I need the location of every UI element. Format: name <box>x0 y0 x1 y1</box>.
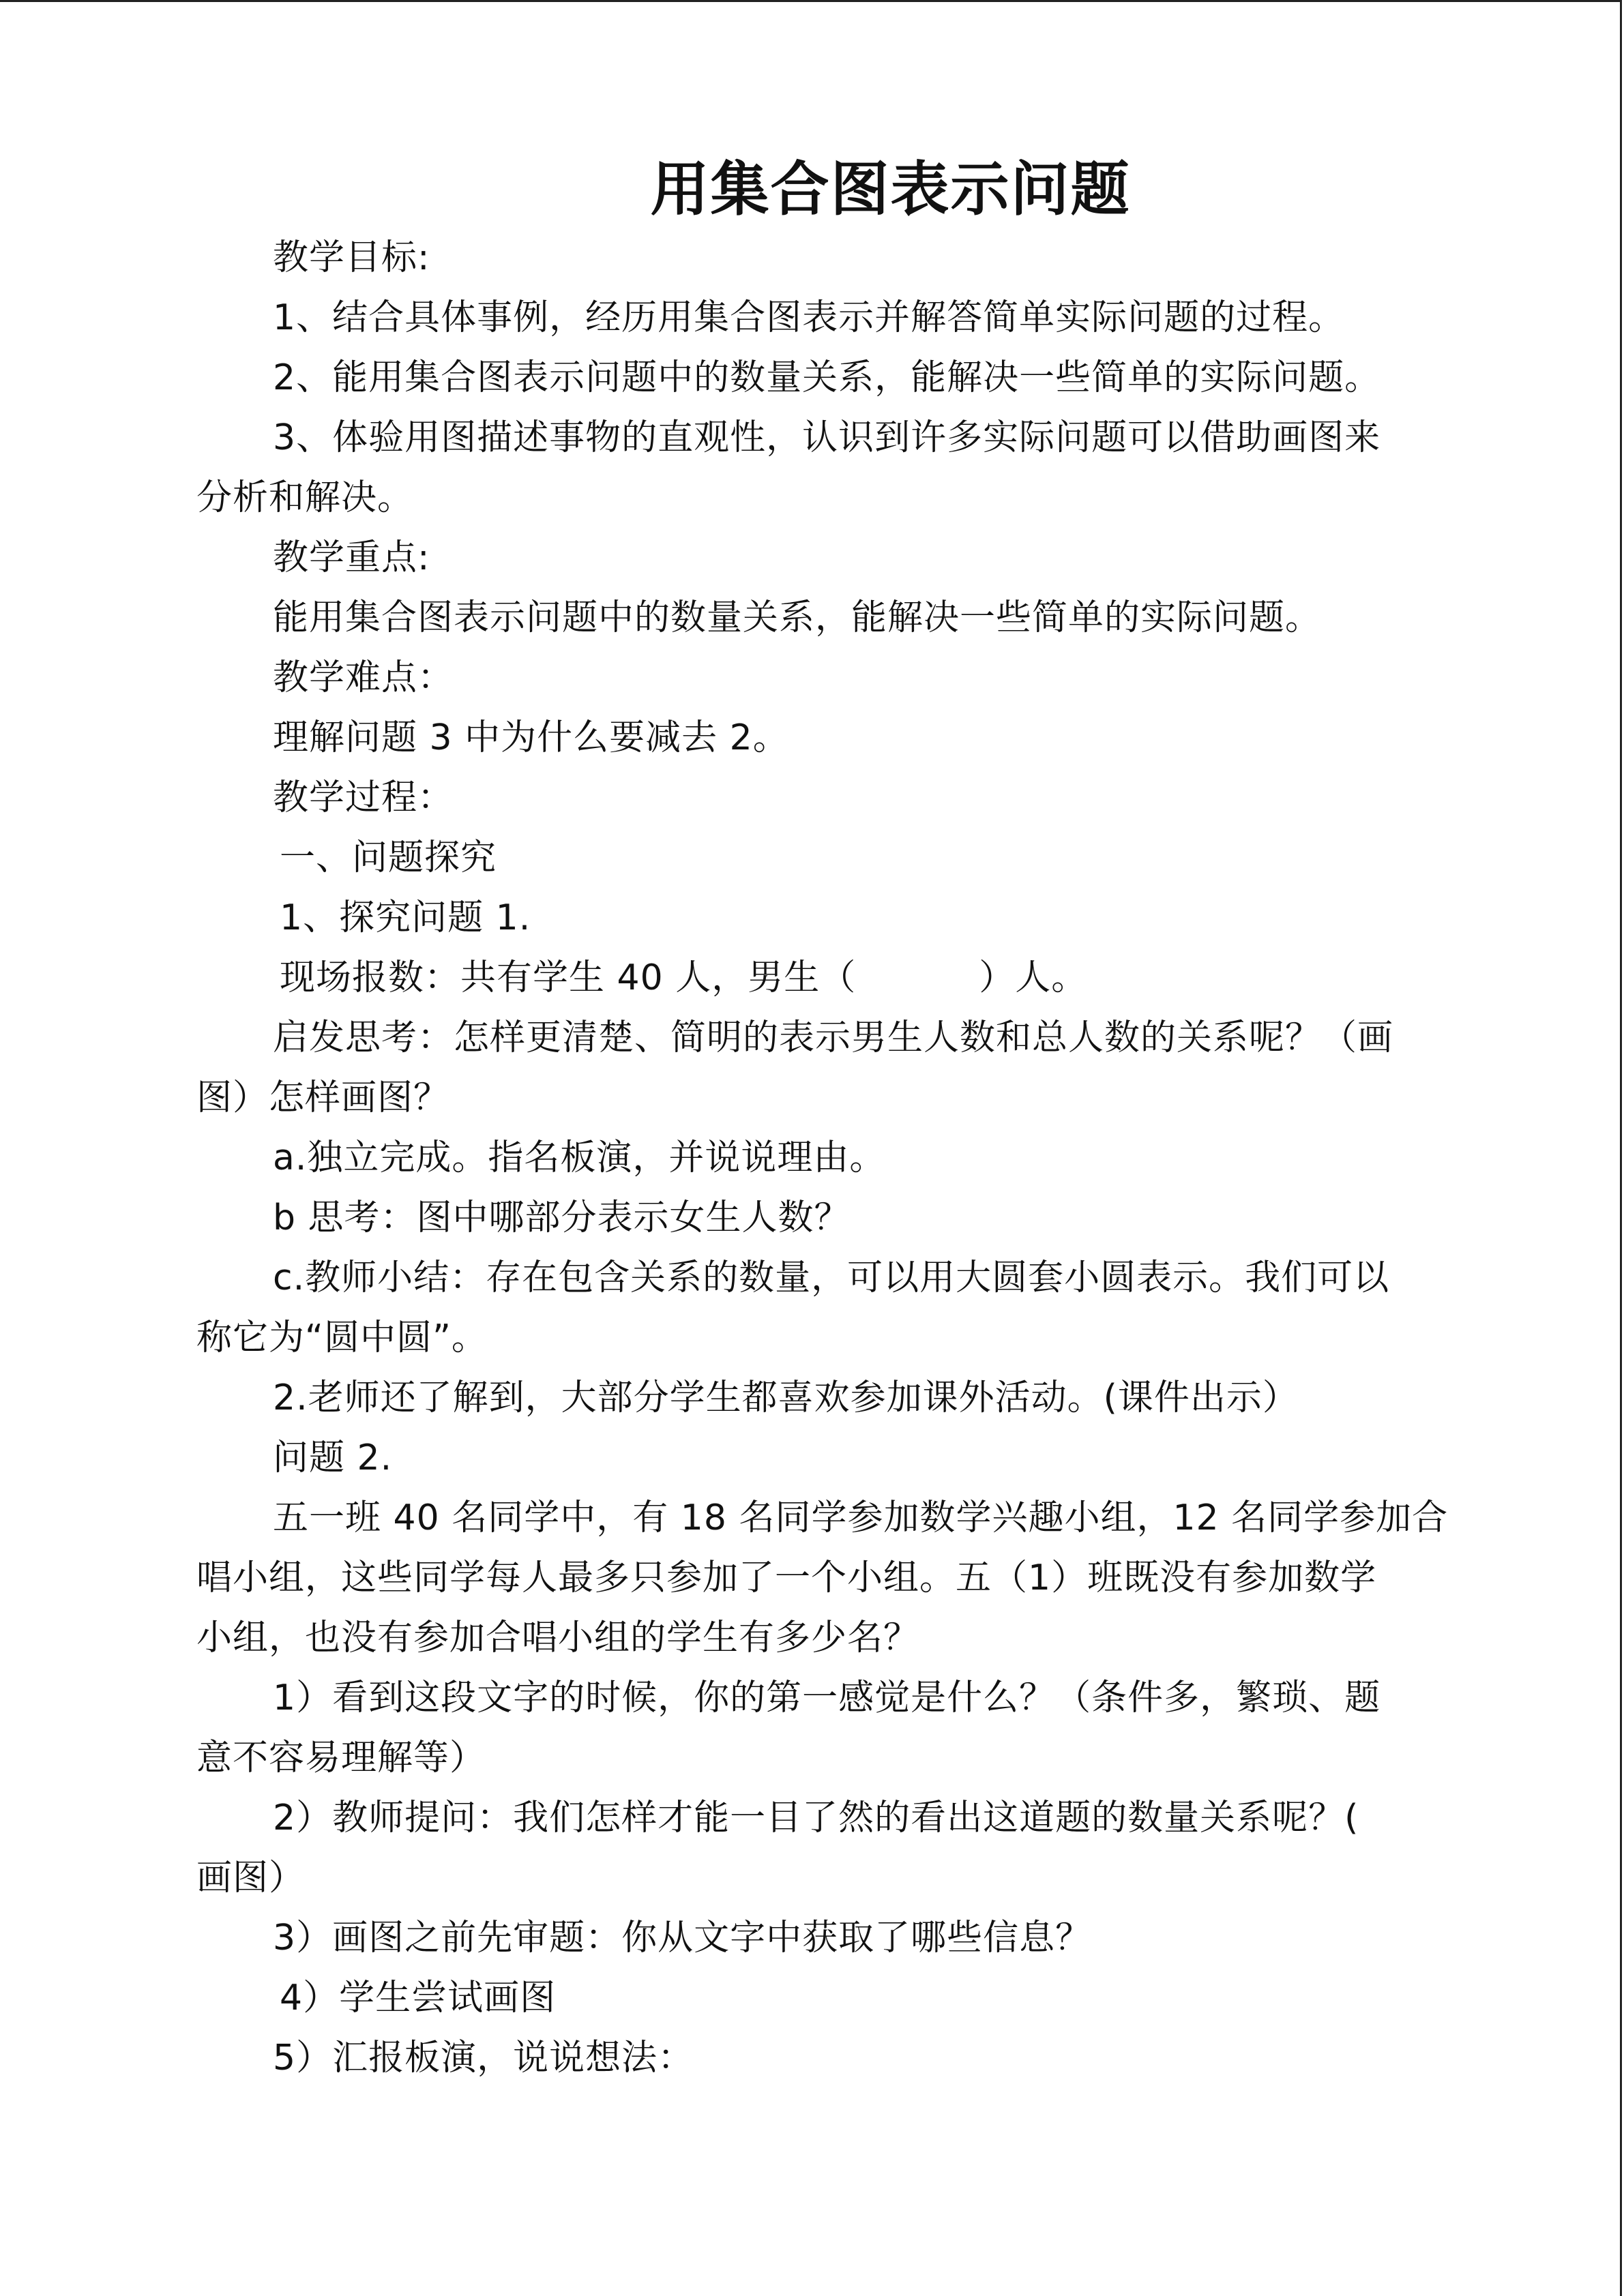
heading-key-points: 教学重点: <box>273 537 430 578</box>
heading-teaching-goals: 教学目标: <box>273 237 430 278</box>
step-b: b 思考：图中哪部分表示女生人数？ <box>273 1197 851 1238</box>
substep-1: 1）看到这段文字的时候，你的第一感觉是什么？（条件多，繁琐、题 <box>273 1678 1381 1718</box>
heading-difficulties: 教学难点： <box>273 657 454 698</box>
roll-call-line <box>280 948 1087 1008</box>
inspire-thinking: 启发思考：怎样更清楚、简明的表示男生人数和总人数的关系呢？（画 <box>273 1017 1394 1058</box>
substep-2: 2）教师提问：我们怎样才能一目了然的看出这道题的数量关系呢？( <box>273 1798 1359 1838</box>
heading-process: 教学过程： <box>273 777 454 818</box>
step-c-cont: 称它为“圆中圆”。 <box>196 1317 488 1358</box>
substep-3: 3）画图之前先审题：你从文字中获取了哪些信息？ <box>273 1918 1092 1958</box>
roll-call-suffix: ）人。 <box>979 957 1088 998</box>
substep-4: 4）学生尝试画图 <box>280 1978 557 2018</box>
goal-item-3: 3、体验用图描述事物的直观性，认识到许多实际问题可以借助画图来 <box>273 417 1381 458</box>
difficulty-text: 理解问题 3 中为什么要减去 2。 <box>273 717 789 758</box>
explore-problem-1: 1、探究问题 1. <box>280 897 531 938</box>
activity-intro: 2.老师还了解到，大部分学生都喜欢参加课外活动。(课件出示） <box>273 1377 1299 1418</box>
problem-2-text-cont-2: 小组，也没有参加合唱小组的学生有多少名？ <box>196 1617 920 1658</box>
step-a: a.独立完成。指名板演，并说说理由。 <box>273 1137 886 1178</box>
roll-call-text: 现场报数：共有学生 40 人，男生（ <box>280 957 857 998</box>
problem-2-heading: 问题 2. <box>273 1437 393 1478</box>
goal-item-2: 2、能用集合图表示问题中的数量关系，能解决一些简单的实际问题。 <box>273 357 1381 398</box>
inspire-thinking-cont: 图）怎样画图？ <box>196 1077 450 1118</box>
substep-2-cont: 画图） <box>196 1858 306 1898</box>
goal-item-1: 1、结合具体事例，经历用集合图表示并解答简单实际问题的过程。 <box>273 297 1345 338</box>
goal-item-3-cont: 分析和解决。 <box>196 477 414 518</box>
key-point-text: 能用集合图表示问题中的数量关系，能解决一些简单的实际问题。 <box>273 597 1322 638</box>
problem-2-text-cont-1: 唱小组，这些同学每人最多只参加了一个小组。五（1）班既没有参加数学 <box>196 1557 1377 1598</box>
problem-2-text: 五一班 40 名同学中，有 18 名同学参加数学兴趣小组，12 名同学参加合 <box>273 1497 1449 1538</box>
substep-1-cont: 意不容易理解等） <box>196 1738 486 1778</box>
step-c: c.教师小结：存在包含关系的数量，可以用大圆套小圆表示。我们可以 <box>273 1257 1390 1298</box>
substep-5: 5）汇报板演，说说想法： <box>273 2038 694 2078</box>
document-title: 用集合图表示问题 <box>650 155 1131 224</box>
section-problem-exploration: 一、问题探究 <box>280 837 497 878</box>
